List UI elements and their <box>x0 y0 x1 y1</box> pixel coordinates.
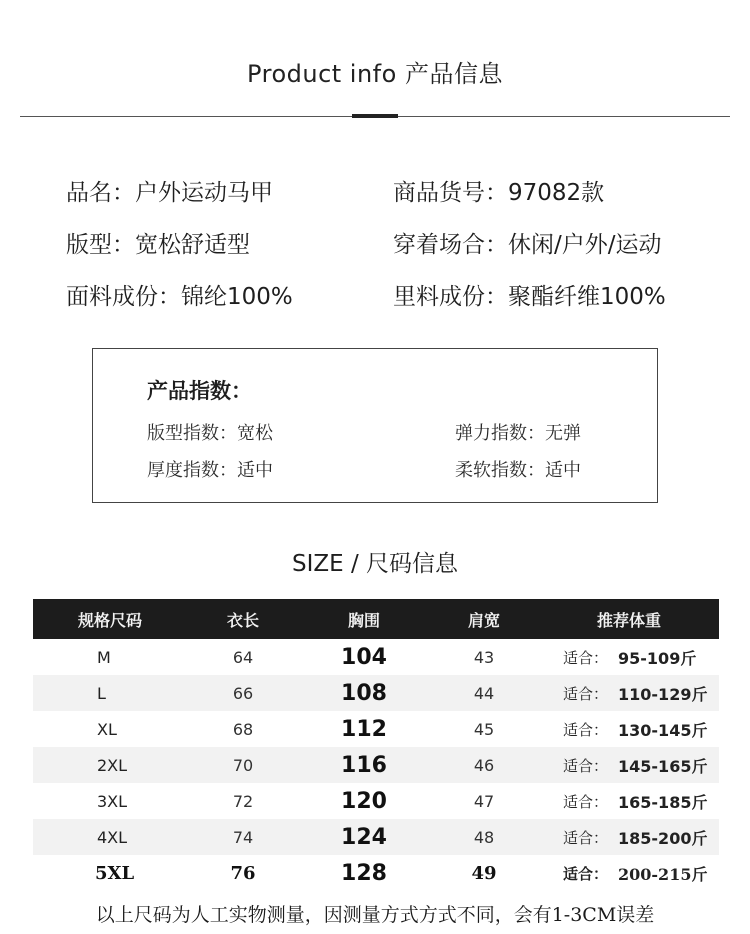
weight-label: 适合： <box>563 828 609 847</box>
weight-value: 130-145斤 <box>618 720 708 740</box>
cell-weight <box>539 855 719 891</box>
size-table-header <box>33 599 719 639</box>
size-table <box>33 599 719 891</box>
cell-shoulder: 49 <box>471 862 497 884</box>
weight-label: 适合： <box>563 864 609 883</box>
cell-length: 76 <box>230 862 256 884</box>
cell-size: 4XL <box>97 827 128 847</box>
weight-value: 185-200斤 <box>618 828 708 848</box>
cell-size: M <box>97 647 111 667</box>
cell-weight <box>539 675 719 711</box>
weight-value: 110-129斤 <box>618 684 708 704</box>
weight-value: 165-185斤 <box>618 792 708 812</box>
weight-label: 适合： <box>563 720 609 739</box>
table-row <box>33 855 719 891</box>
cell-weight <box>539 639 719 675</box>
cell-length: 74 <box>232 827 254 847</box>
cell-length: 68 <box>232 719 254 739</box>
table-row <box>33 711 719 747</box>
table-row <box>33 819 719 855</box>
cell-weight <box>539 711 719 747</box>
weight-label: 适合： <box>563 792 609 811</box>
table-row <box>33 675 719 711</box>
cell-chest: 116 <box>341 752 387 778</box>
cell-size: 5XL <box>95 862 135 884</box>
cell-shoulder: 48 <box>473 827 495 847</box>
cell-length: 72 <box>232 791 254 811</box>
header-length: 衣长 <box>226 610 259 630</box>
cell-chest: 104 <box>341 644 387 670</box>
weight-label: 适合： <box>563 648 609 667</box>
header-size: 规格尺码 <box>77 610 142 630</box>
cell-shoulder: 44 <box>473 683 495 703</box>
table-row <box>33 783 719 819</box>
cell-chest: 108 <box>341 680 387 706</box>
table-row <box>33 639 719 675</box>
product-info-occasion: 穿着场合：休闲/户外/运动 <box>393 232 662 258</box>
product-info-lining: 里料成份：聚酯纤维100% <box>393 284 666 310</box>
cell-length: 66 <box>232 683 254 703</box>
product-index-box <box>92 348 658 503</box>
cell-shoulder: 47 <box>473 791 495 811</box>
weight-label: 适合： <box>563 684 609 703</box>
header-shoulder: 肩宽 <box>467 610 500 630</box>
weight-label: 适合： <box>563 756 609 775</box>
cell-length: 64 <box>232 647 254 667</box>
cell-shoulder: 45 <box>473 719 495 739</box>
cell-length: 70 <box>232 755 254 775</box>
weight-value: 145-165斤 <box>618 756 708 776</box>
header-chest: 胸围 <box>347 610 380 630</box>
weight-value: 200-215斤 <box>618 864 708 884</box>
measurement-footnote: 以上尺码为人工实物测量，因测量方式方式不同，会有1-3CM误差 <box>95 904 655 926</box>
product-info-fabric: 面料成份：锦纶100% <box>66 284 293 310</box>
weight-value: 95-109斤 <box>618 648 697 668</box>
index-softness: 柔软指数：适中 <box>455 460 581 481</box>
product-info-name: 品名：户外运动马甲 <box>66 180 273 206</box>
cell-weight <box>539 783 719 819</box>
cell-size: 2XL <box>97 755 128 775</box>
index-elasticity: 弹力指数：无弹 <box>455 423 581 444</box>
cell-weight <box>539 747 719 783</box>
cell-chest: 120 <box>341 788 387 814</box>
size-section-title: SIZE / 尺码信息 <box>291 551 459 577</box>
product-index-title: 产品指数： <box>147 379 252 403</box>
cell-size: 3XL <box>97 791 128 811</box>
table-row <box>33 747 719 783</box>
index-fit: 版型指数：宽松 <box>147 423 273 444</box>
header-weight: 推荐体重 <box>596 610 661 630</box>
cell-shoulder: 43 <box>473 647 495 667</box>
page-title: Product info 产品信息 <box>247 60 503 88</box>
title-divider-accent <box>352 114 398 118</box>
cell-size: XL <box>97 719 117 739</box>
index-thickness: 厚度指数：适中 <box>147 460 273 481</box>
product-info-sku: 商品货号：97082款 <box>393 180 605 206</box>
cell-chest: 112 <box>341 716 387 742</box>
cell-shoulder: 46 <box>473 755 495 775</box>
cell-weight <box>539 819 719 855</box>
product-info-fit: 版型：宽松舒适型 <box>66 232 250 258</box>
cell-chest: 128 <box>341 860 387 886</box>
cell-size: L <box>97 683 106 703</box>
cell-chest: 124 <box>341 824 387 850</box>
